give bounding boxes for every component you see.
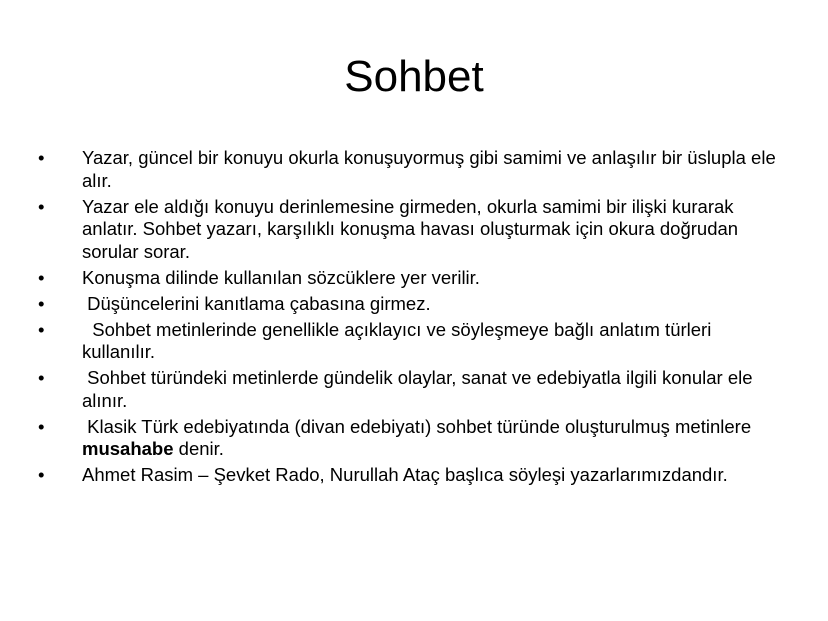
bullet-text: Sohbet metinlerinde genellikle açıklayıcı ve söyleşmeye bağlı anlatım türleri kullanılır. — [82, 318, 717, 362]
bullet-item-3 — [38, 267, 778, 290]
bullet-icon: • — [38, 464, 45, 485]
musahabe-term: musahabe — [82, 438, 174, 459]
bullet-icon: • — [38, 266, 45, 288]
slide-title: Sohbet — [344, 52, 484, 101]
bullet-text — [82, 416, 778, 461]
bullet-text-after: denir. — [173, 438, 224, 459]
bullet-text: Yazar ele aldığı konuyu derinlemesine girmeden, okurla samimi bir ilişki kurarak anlatır. Sohbet yazarı, karşılıklı konuşma havası oluşturmak için okura doğrudan sorular sorar. — [82, 195, 744, 262]
bullet-item-5 — [38, 319, 778, 364]
bullet-icon: • — [38, 318, 45, 340]
bullet-item-1 — [38, 147, 781, 192]
bullet-item-6 — [38, 367, 778, 412]
bullet-text: Ahmet Rasim – Şevket Rado, Nurullah Ataç başlıca söyleşi yazarlarımızdandır. — [82, 464, 728, 485]
bullet-text: Sohbet türündeki metinlerde gündelik olaylar, sanat ve edebiyatla ilgili konular ele alınır. — [82, 367, 758, 411]
bullet-icon: • — [38, 415, 45, 437]
bullet-list — [38, 147, 781, 490]
bullet-item-8 — [38, 464, 778, 487]
bullet-item-4 — [38, 293, 778, 316]
bullet-text: Düşüncelerini kanıtlama çabasına girmez. — [82, 292, 431, 314]
bullet-text: Yazar, güncel bir konuyu okurla konuşuyormuş gibi samimi ve anlaşılır bir üslupla ele alır. — [82, 147, 781, 191]
bullet-text-before: Klasik Türk edebiyatında (divan edebiyatı) sohbet türünde oluşturulmuş metinlere — [82, 415, 757, 437]
bullet-text: Konuşma dilinde kullanılan sözcüklere yer verilir. — [82, 266, 480, 288]
bullet-item-7 — [38, 416, 778, 461]
bullet-icon: • — [38, 147, 45, 168]
bullet-item-2 — [38, 196, 778, 264]
bullet-icon: • — [38, 195, 45, 217]
bullet-icon: • — [38, 292, 45, 314]
bullet-icon: • — [38, 367, 45, 388]
